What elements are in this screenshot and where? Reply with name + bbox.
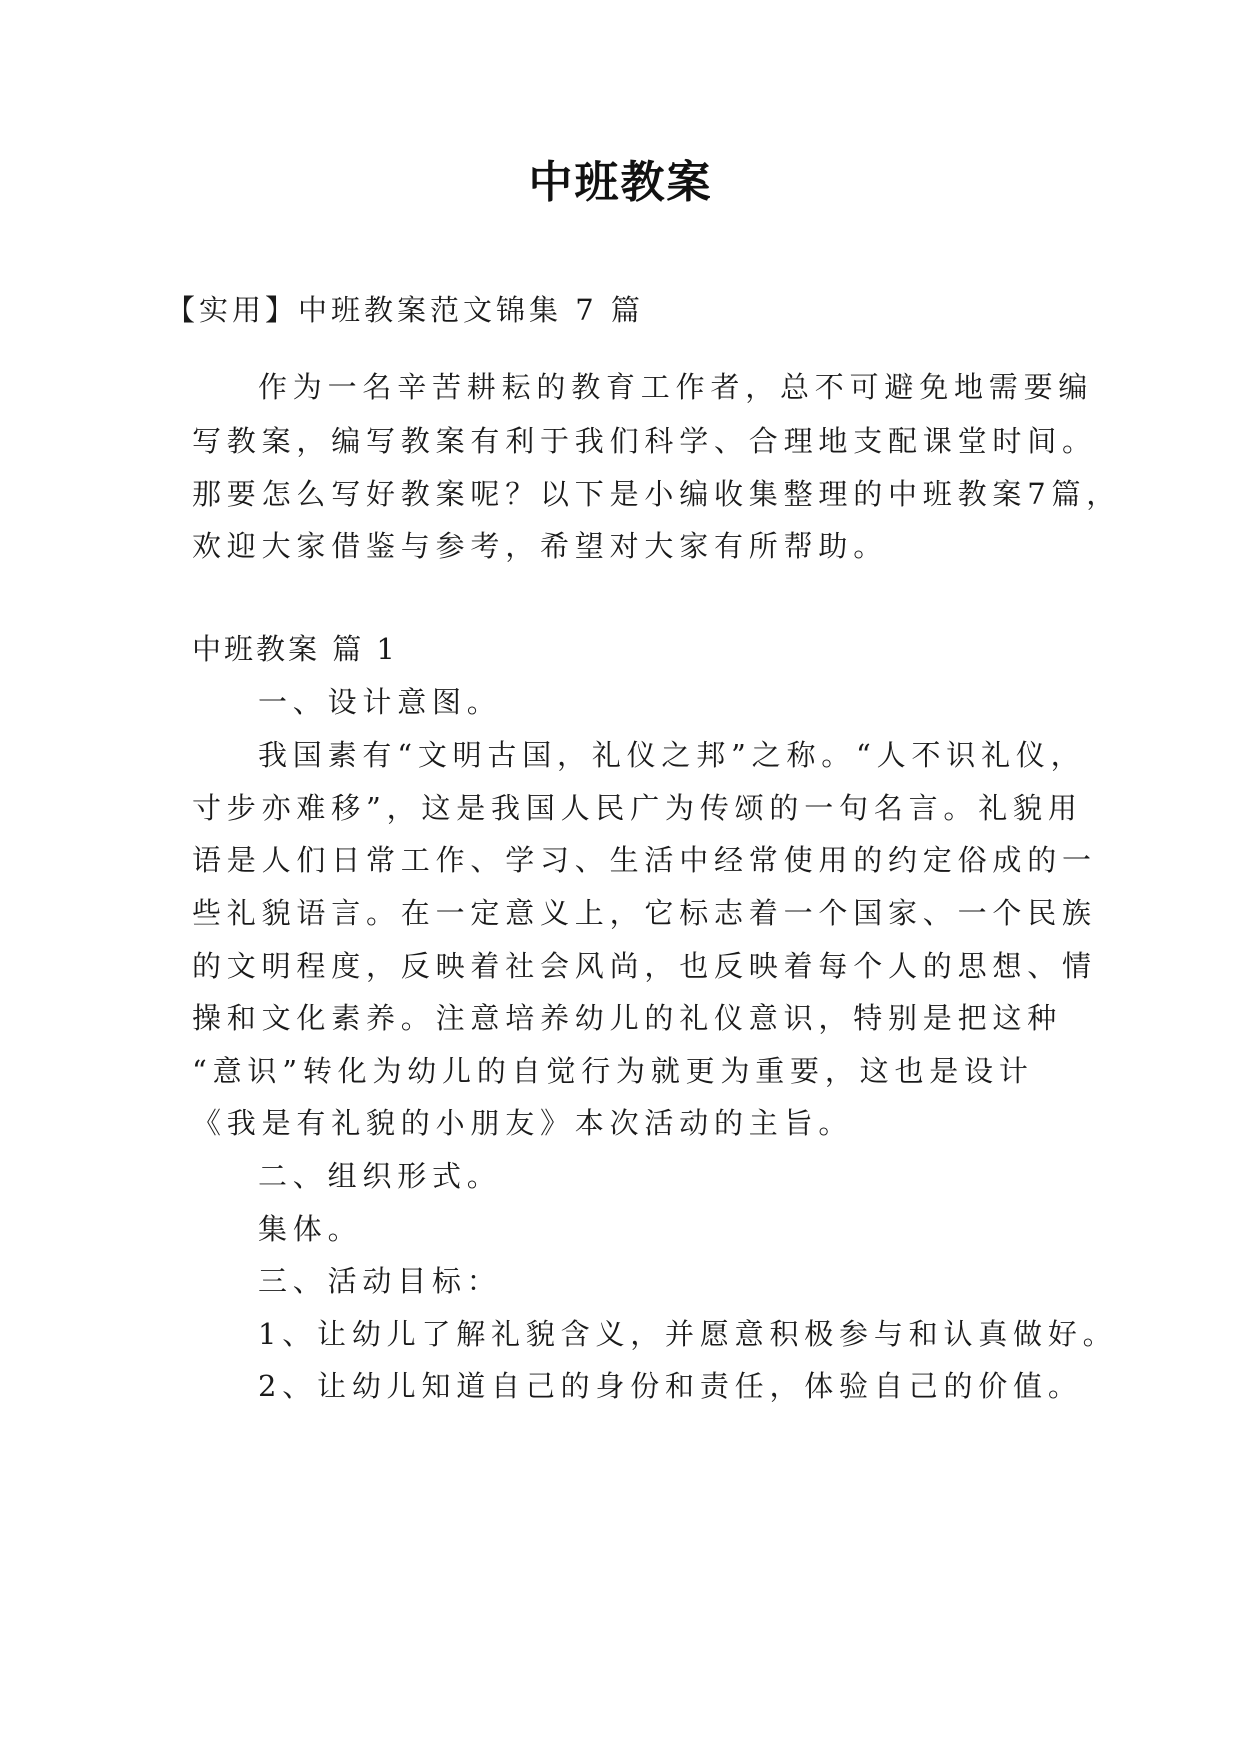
intro-line: 写教案，编写教案有利于我们科学、合理地支配课堂时间。	[192, 424, 1097, 458]
document-subtitle: 【实用】中班教案范文锦集 7 篇	[166, 293, 644, 327]
intro-line: 欢迎大家借鉴与参考，希望对大家有所帮助。	[192, 529, 889, 563]
section-heading: 中班教案 篇 1	[192, 632, 398, 666]
body-line: 操和文化素养。注意培养幼儿的礼仪意识，特别是把这种	[192, 1001, 1063, 1035]
intro-line: 作为一名辛苦耕耘的教育工作者，总不可避免地需要编	[258, 370, 1094, 404]
body-line: 《我是有礼貌的小朋友》本次活动的主旨。	[192, 1106, 854, 1140]
body-line: 些礼貌语言。在一定意义上，它标志着一个国家、一个民族	[192, 896, 1097, 930]
body-line: 二、组织形式。	[258, 1159, 502, 1193]
body-line: 2、让幼儿知道自己的身份和责任，体验自己的价值。	[258, 1369, 1083, 1403]
body-line: 我国素有“文明古国，礼仪之邦”之称。“人不识礼仪，	[258, 738, 1086, 772]
page-title: 中班教案	[528, 157, 713, 208]
body-line: 三、活动目标：	[258, 1264, 502, 1298]
body-line: 一、设计意图。	[258, 685, 502, 719]
body-line: 集体。	[258, 1212, 363, 1246]
body-line: “意识”转化为幼儿的自觉行为就更为重要，这也是设计	[192, 1054, 1034, 1088]
body-line: 语是人们日常工作、学习、生活中经常使用的约定俗成的一	[192, 843, 1097, 877]
intro-line: 那要怎么写好教案呢？以下是小编收集整理的中班教案7篇，	[192, 477, 1122, 511]
body-line: 1、让幼儿了解礼貌含义，并愿意积极参与和认真做好。	[258, 1317, 1118, 1351]
body-line: 寸步亦难移”，这是我国人民广为传颂的一句名言。礼貌用	[192, 791, 1083, 825]
body-line: 的文明程度，反映着社会风尚，也反映着每个人的思想、情	[192, 949, 1097, 983]
